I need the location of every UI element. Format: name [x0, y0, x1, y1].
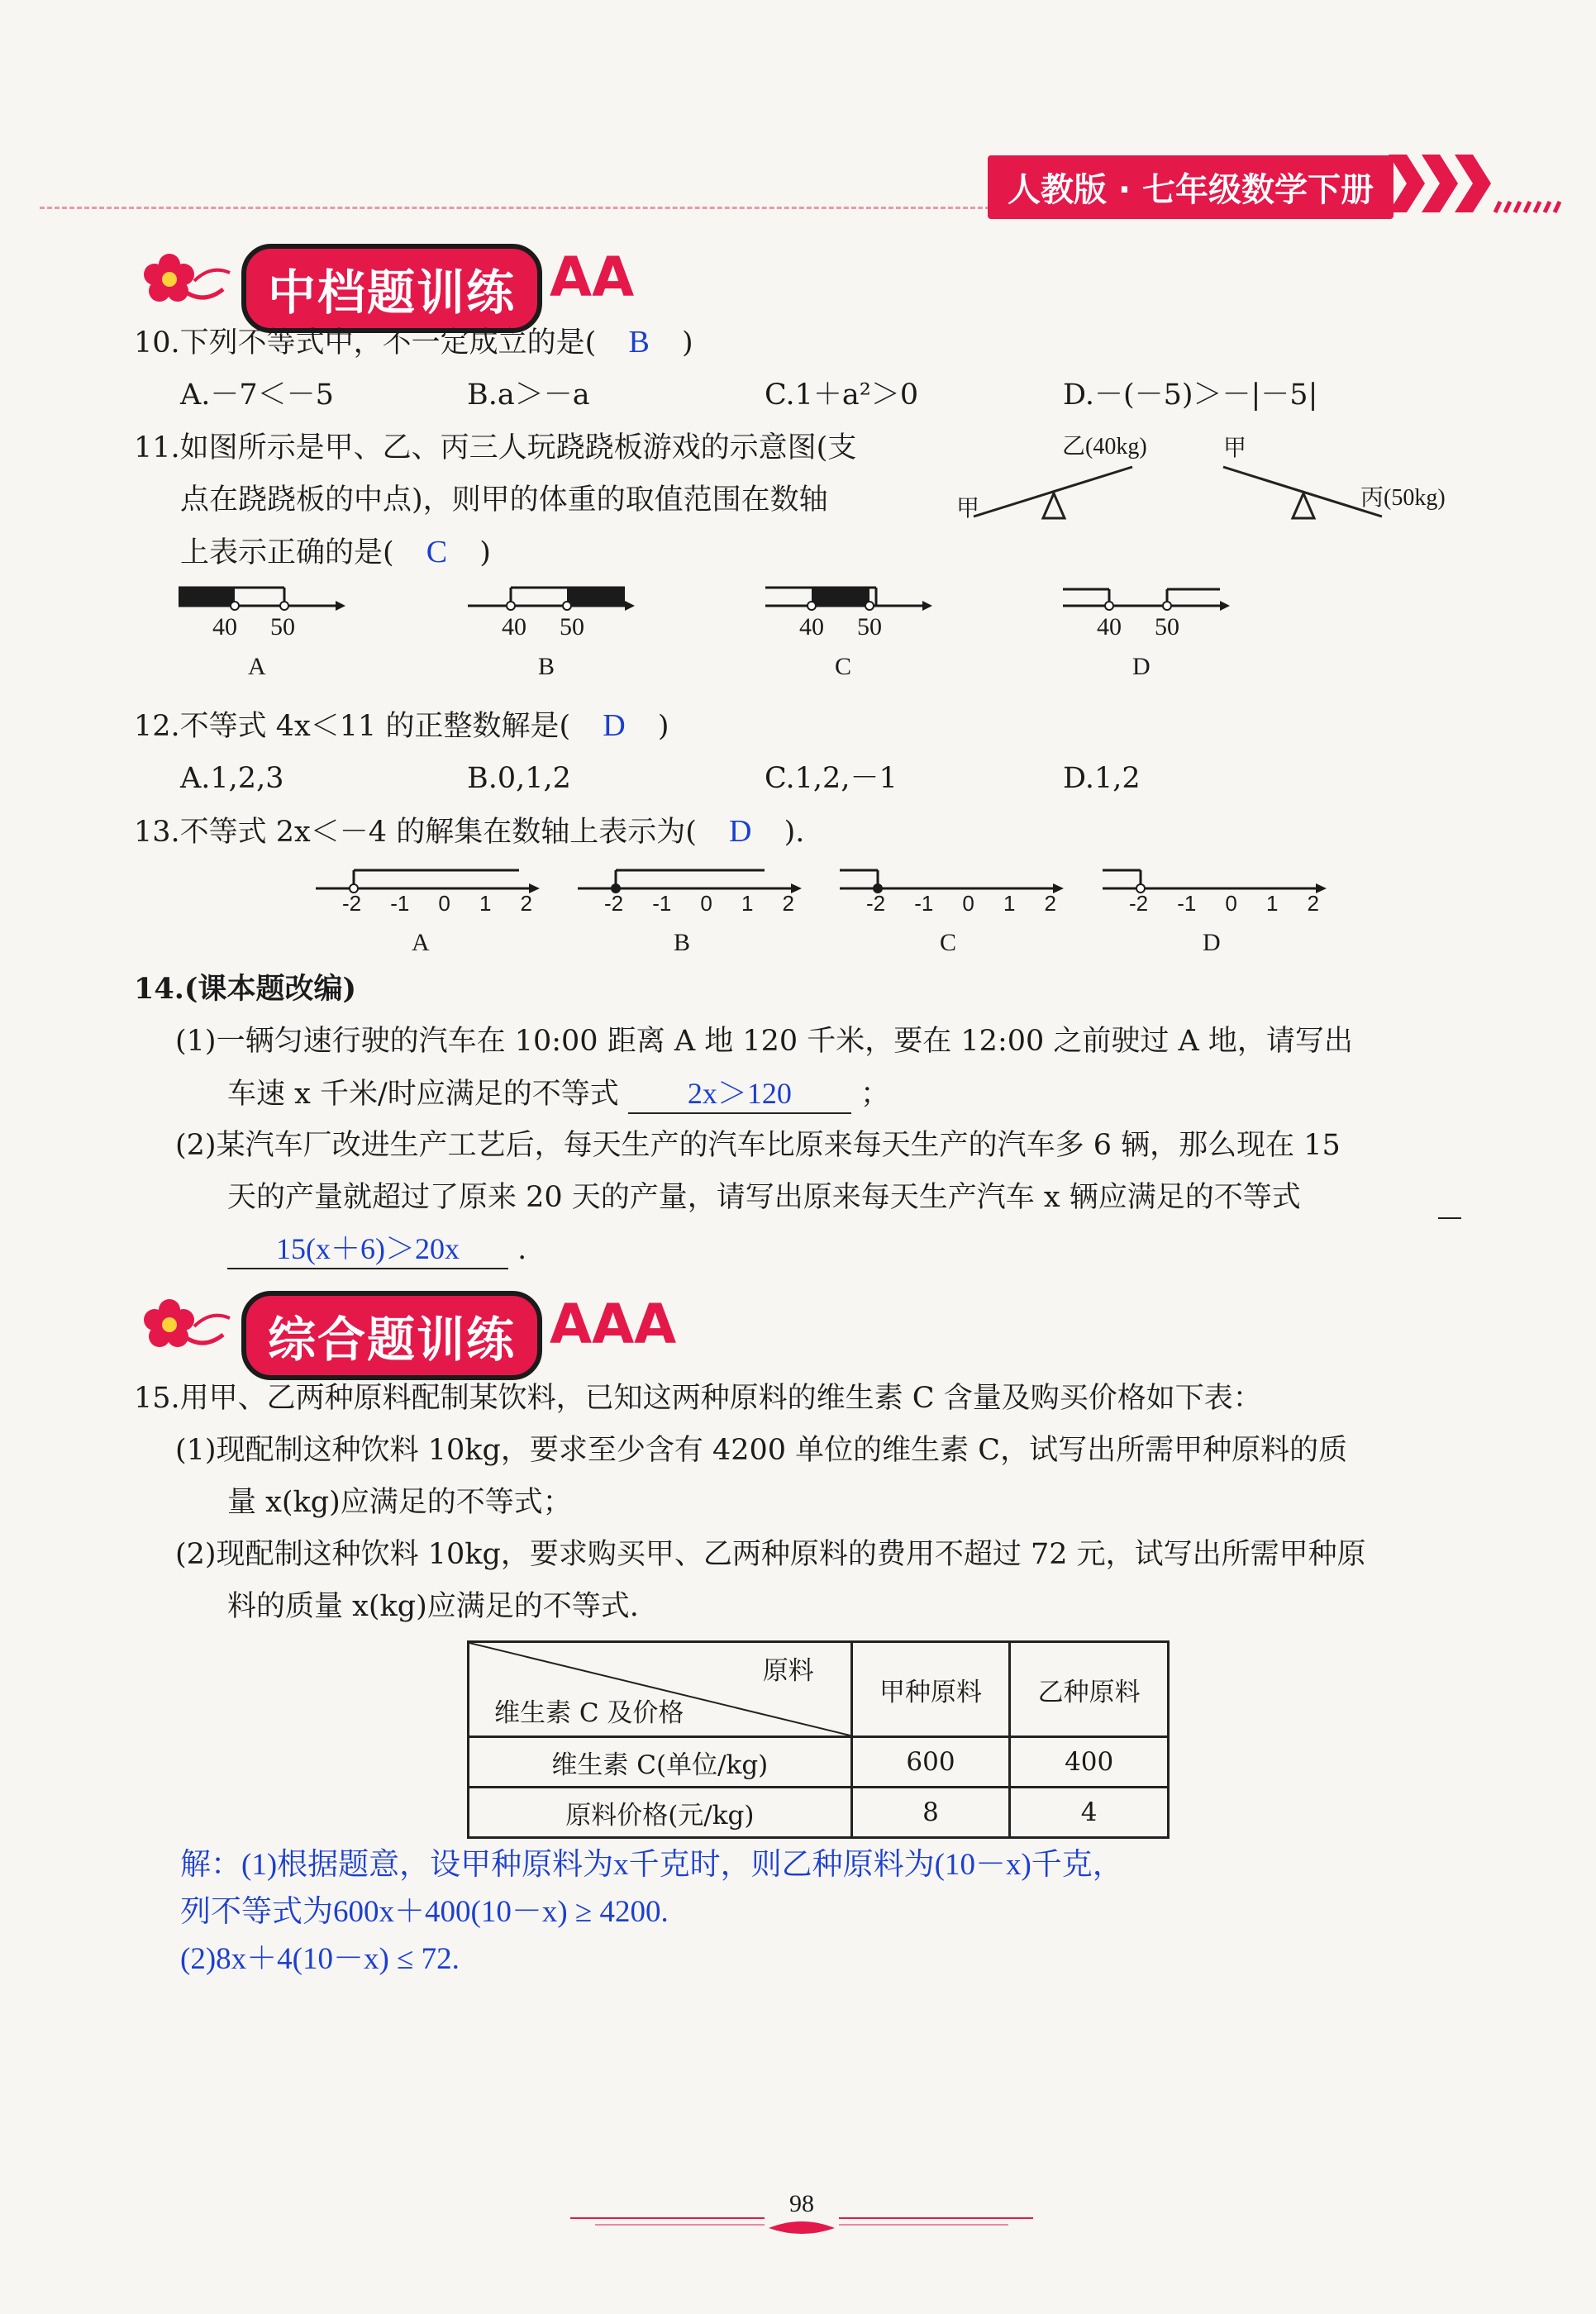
q13-a-tick: 1	[479, 891, 492, 916]
q13-a-tick: -2	[342, 891, 362, 916]
q12-stem	[134, 707, 669, 745]
table-col-yi: 乙种原料	[1010, 1642, 1169, 1737]
q14-p1-answer: 2x＞120	[687, 1077, 792, 1110]
q15-solution-line1: 解：(1)根据题意，设甲种原料为x千克时，则乙种原料为(10－x)千克，	[180, 1848, 1123, 1882]
section-level-comp: AAA	[550, 1293, 677, 1356]
vitamin-price-table	[467, 1640, 1170, 1839]
q10-stem	[134, 324, 693, 361]
q13-c-ticks	[866, 891, 1056, 917]
header-dashed-rule	[40, 207, 990, 209]
q13-close: ).	[784, 816, 805, 849]
q13-a-letter: A	[412, 929, 430, 956]
table-cell: 8	[851, 1788, 1010, 1838]
q10-option-a: A.－7＜－5	[180, 379, 334, 412]
q11-numberline-d	[1058, 583, 1232, 624]
table-corner-cell	[469, 1642, 852, 1737]
q15-p1-line1: (1)现配制这种饮料 10kg，要求至少含有 4200 单位的维生素 C，试写出所需甲种原料的质	[175, 1434, 1348, 1467]
q14-p2-answer-line	[227, 1231, 526, 1269]
q11-d-tick-50: 50	[1155, 613, 1179, 640]
page-number: 98	[789, 2190, 814, 2217]
q11-c-tick-50: 50	[857, 613, 882, 640]
q13-b-tick: -1	[652, 891, 672, 916]
q11-b-letter: B	[538, 653, 555, 680]
table-corner-bottom: 维生素 C 及价格	[494, 1698, 684, 1728]
table-row	[469, 1737, 1169, 1788]
q11-a-letter: A	[248, 653, 266, 680]
seesaw-label-jia-left: 甲	[956, 496, 980, 521]
q13-b-tick: -2	[604, 891, 624, 916]
q10-option-b: B.a＞－a	[467, 379, 590, 412]
q12-option-b: B.0,1,2	[467, 762, 571, 795]
table-header-row	[469, 1642, 1169, 1737]
q13-d-tick: 1	[1265, 891, 1279, 916]
q13-b-ticks	[604, 891, 794, 917]
q13-d-tick: -2	[1129, 891, 1149, 916]
q12-stem-text: 12.不等式 4x＜11 的正整数解是(	[134, 710, 571, 743]
q13-a-tick: 2	[520, 891, 532, 916]
q13-stem-text: 13.不等式 2x＜－4 的解集在数轴上表示为(	[134, 816, 697, 849]
q12-option-c: C.1,2,－1	[765, 762, 898, 795]
q11-numberline-b	[463, 583, 636, 624]
header-chevrons-icon	[1389, 150, 1570, 217]
table-row-label: 原料价格(元/kg)	[469, 1788, 852, 1838]
q11-numberline-a	[174, 583, 347, 624]
q13-d-tick: -1	[1177, 891, 1197, 916]
q11-d-letter: D	[1132, 653, 1151, 680]
section-title-mid: 中档题训练	[241, 244, 542, 333]
q15-solution-line3: (2)8x＋4(10－x) ≤ 72.	[180, 1942, 460, 1976]
table-cell: 4	[1010, 1788, 1169, 1838]
q13-a-tick: -1	[390, 891, 410, 916]
q13-c-tick: -1	[914, 891, 934, 916]
table-row-label: 维生素 C(单位/kg)	[469, 1737, 852, 1788]
q13-stem	[134, 813, 804, 850]
q14-p2-tail-rule	[1438, 1217, 1461, 1219]
q11-c-letter: C	[835, 653, 852, 680]
seesaw-label-yi: 乙(40kg)	[1062, 434, 1147, 459]
q11-b-tick-50: 50	[560, 613, 584, 640]
seesaw-label-jia-top: 甲	[1223, 436, 1247, 461]
q14-p1-line1: (1)一辆匀速行驶的汽车在 10:00 距离 A 地 120 千米，要在 12:00 之前驶过 A 地，请写出	[175, 1025, 1353, 1058]
q13-d-letter: D	[1203, 929, 1221, 956]
q12-option-a: A.1,2,3	[180, 762, 284, 795]
q14-p1-blank	[628, 1075, 851, 1114]
q14-head: 14.(课本题改编)	[134, 972, 357, 1006]
q11-b-tick-40: 40	[502, 613, 526, 640]
q10-option-d: D.－(－5)＞－|－5|	[1063, 379, 1318, 412]
q15-p2-line2: 料的质量 x(kg)应满足的不等式.	[227, 1590, 639, 1623]
q15-p1-line2: 量 x(kg)应满足的不等式；	[227, 1486, 572, 1519]
q13-a-ticks	[342, 891, 532, 917]
q13-d-ticks	[1129, 891, 1319, 917]
q12-option-d: D.1,2	[1063, 762, 1141, 795]
q13-c-tick: -2	[866, 891, 886, 916]
q15-solution-line2: 列不等式为600x＋400(10－x) ≥ 4200.	[180, 1895, 669, 1929]
table-corner-top: 原料	[762, 1656, 814, 1686]
q11-a-tick-40: 40	[212, 613, 237, 640]
q13-d-tick: 0	[1225, 891, 1237, 916]
q10-answer: B	[628, 325, 650, 359]
seesaw-label-bing: 丙(50kg)	[1360, 485, 1446, 511]
q14-p2-line2: 天的产量就超过了原来 20 天的产量，请写出原来每天生产汽车 x 辆应满足的不等式	[227, 1181, 1301, 1214]
q14-p1-end: ；	[860, 1078, 890, 1111]
q13-a-tick: 0	[438, 891, 450, 916]
flower-icon	[132, 1285, 240, 1368]
q10-close: )	[681, 326, 693, 359]
q11-line2: 点在跷跷板的中点)，则甲的体重的取值范围在数轴	[180, 483, 828, 517]
q13-c-tick: 1	[1003, 891, 1016, 916]
q10-stem-text: 10.下列不等式中，不一定成立的是(	[134, 326, 597, 359]
q13-c-letter: C	[940, 929, 957, 956]
q13-c-tick: 0	[962, 891, 974, 916]
q14-p2-blank	[227, 1231, 508, 1269]
q13-c-tick: 2	[1044, 891, 1056, 916]
flower-icon	[132, 240, 240, 322]
q13-b-tick: 1	[741, 891, 754, 916]
q11-answer: C	[426, 535, 448, 569]
seesaw-figure	[950, 417, 1479, 533]
q11-d-tick-40: 40	[1097, 613, 1122, 640]
q13-b-tick: 2	[782, 891, 794, 916]
q11-line3	[180, 534, 491, 571]
q11-numberline-c	[760, 583, 934, 624]
q14-p2-answer: 15(x＋6)＞20x	[276, 1232, 460, 1265]
section-level-mid: AA	[550, 245, 635, 309]
table-cell: 400	[1010, 1737, 1169, 1788]
q13-d-tick: 2	[1307, 891, 1319, 916]
q12-close: )	[657, 710, 669, 743]
header-banner: 人教版 · 七年级数学下册	[988, 155, 1394, 219]
q11-a-tick-50: 50	[270, 613, 295, 640]
q12-answer: D	[603, 708, 626, 743]
q11-line3-text: 上表示正确的是(	[180, 536, 394, 569]
q14-p1-line2	[227, 1075, 889, 1114]
q10-option-c: C.1＋a²＞0	[765, 379, 919, 412]
q14-p1-line2-text: 车速 x 千米/时应满足的不等式	[227, 1078, 619, 1111]
q15-p2-line1: (2)现配制这种饮料 10kg，要求购买甲、乙两种原料的费用不超过 72 元，试写出所需甲种原	[175, 1538, 1366, 1571]
q13-b-letter: B	[674, 929, 691, 956]
q11-close: )	[479, 536, 491, 569]
q14-p2-line1: (2)某汽车厂改进生产工艺后，每天生产的汽车比原来每天生产的汽车多 6 辆，那么现在 15	[175, 1129, 1341, 1162]
q11-c-tick-40: 40	[799, 613, 824, 640]
q13-b-tick: 0	[700, 891, 712, 916]
q11-line1: 11.如图所示是甲、乙、丙三人玩跷跷板游戏的示意图(支	[134, 431, 857, 464]
q13-answer: D	[728, 814, 752, 849]
table-cell: 600	[851, 1737, 1010, 1788]
q15-stem: 15.用甲、乙两种原料配制某饮料，已知这两种原料的维生素 C 含量及购买价格如下表：	[134, 1382, 1262, 1415]
q14-p2-end: .	[517, 1233, 527, 1266]
table-row	[469, 1788, 1169, 1838]
table-col-jia: 甲种原料	[851, 1642, 1010, 1737]
section-title-comp: 综合题训练	[241, 1291, 542, 1380]
